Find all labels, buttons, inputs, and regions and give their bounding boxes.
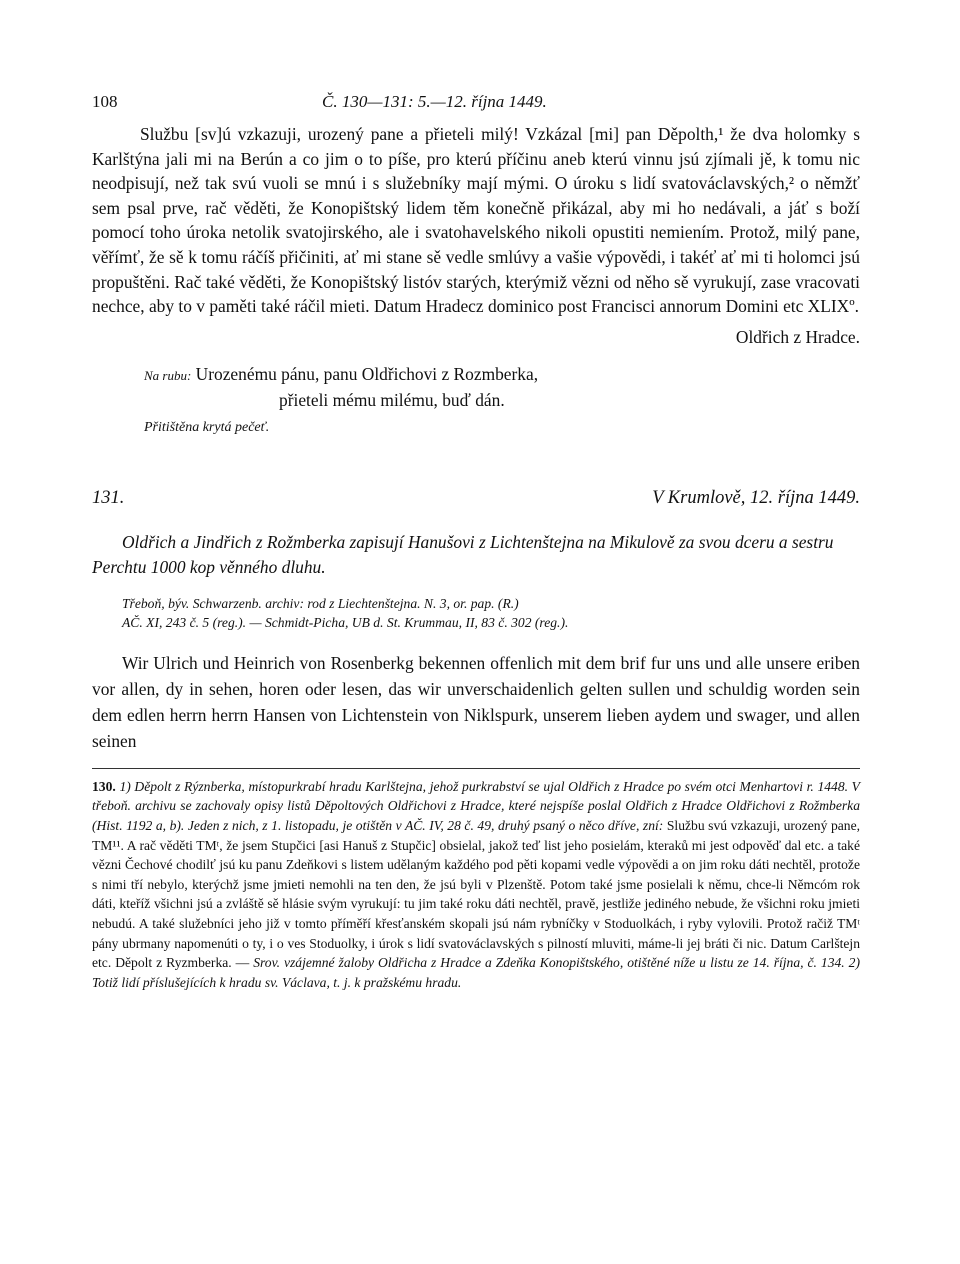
address-block xyxy=(92,362,860,412)
footnote-text-2: Srov. vzájemné žaloby Oldřicha z Hradce a Zdeňka Konopištského, otištěné níže u listu ze 14. října, č. 134. 2) Totiž lidí příslušejících k hradu sv. Václava, t. j. k pražskému hradu. xyxy=(92,955,860,990)
footnote-text-1: 1) Děpolt z Rýznberka, místopurkrabí hradu Karlštejna, jehož purkrabství se ujal Oldřich z Hradce po svém otci Menhartovi r. 1448. V třeboň. archivu se zachovaly opisy listů Děpoltových Oldřichovi z Hradce, které nejspíše poslal Oldřich z Hradce Oldřichovi z Rožmberka (Hist. 1192 a, b). Jeden z nich, z 1. listopadu, je otištěn v AČ. IV, 28 č. 49, druhý psaný o něco dříve, zní: xyxy=(92,778,860,833)
source-line-2: AČ. XI, 243 č. 5 (reg.). — Schmidt-Picha, UB d. St. Krummau, II, 83 č. 302 (reg.). xyxy=(122,614,569,630)
seal-note: Přitištěna krytá pečeť. xyxy=(144,419,270,435)
letter-paragraph: Službu [sv]ú vzkazuji, urozený pane a přieteli milý! Vzkázal [mi] pan Děpolth,¹ že dva holomky s Karlštýna jali mi na Berún a co jim o to píše, pro kterú příčinu aneb kterú vinnu jsú zjímali jě, k tomu nic neodpisují, než tak svú vuoli se mnú i s služebníky mají mými. O úroku s lidí svatováclavských,² o němžť sem psal prve, rač věděti, že Konopištský lidem těm konečně přikázal, aby mi ho nedávali, a jáť s boží pomocí toho úroka netolik svatojirského, ale i svatohavelského nikoli opustiti nemiením. Protož, milý pane, věřímť, že sě k tomu ráčíš přičiniti, ať mi stane sě vedle smlúvy a vašie výpovědi, i takéť ať mi ti holomci jsú propuštěni. Rač také věděti, že Konopištský listóv starých, kterýmiž vězni od něho sě vyrukují, zase vracovati nechce, aby to v paměti také ráčil mieti. Datum Hradecz dominico post Francisci annorum Domini etc XLIXº. xyxy=(92,124,860,317)
page-header xyxy=(92,92,860,122)
entry-regest: Oldřich a Jindřich z Rožmberka zapisují Hanušovi z Lichtenštejna na Mikulově za svou dceru a sestru Perchtu 1000 kop věnného dluhu. xyxy=(92,531,834,577)
entry-place-date: V Krumlově, 12. října 1449. xyxy=(652,487,860,508)
german-text: Wir Ulrich und Heinrich von Rosenberkg bekennen offenlich mit dem brif fur uns und alle unsere eriben vor allen, dy in sehen, horen oder lesen, das wir unverschaidenlich gelten sullen und schuldig worden sein dem edlen herrn herrn Hansen von Lichtenstein von Niklspurk, unserem lieben aydem und swager, und allen seinen xyxy=(92,652,860,751)
entry-131-header xyxy=(92,488,860,518)
signature: Oldřich z Hradce. xyxy=(735,326,860,347)
entry-number: 131. xyxy=(92,487,125,508)
address-line-1: Urozenému pánu, panu Oldřichovi z Rozmberka, xyxy=(195,363,539,384)
address-label: Na rubu: xyxy=(144,367,192,383)
running-title: Č. 130—131: 5.—12. října 1449. xyxy=(322,92,547,111)
footnote-divider xyxy=(92,768,860,769)
page-number: 108 xyxy=(92,92,118,111)
page xyxy=(92,92,860,992)
footnote-number: 130. xyxy=(92,778,116,794)
footnote-quote: Službu svú vzkazuji, urozený pane, TM¹¹. A rač věděti TMᵗ, že jsem Stupčici [asi Hanuš z Stupčic] obsielal, jakož teď list jeho posielám, kteraků mi jest odpověď dal etc. a také vězni Čechové chodilť jsú ku panu Zdeňkovi s listem udělaným každého pod pěti kopami vedle výpovědi a on jim roku dáti nechtěl, protože s nimi tří nebylo, kterýchž jsme jmieti nemohli na ten den, že jsú byli v Plzenště. Potom také jsme posielali k němu, chce-li Němcóm rok dáti, kteříž všichni jsú a zvláště sě hlásie svým vyrukují: tu jim také roku dáti nechtěl, pravě, jestliže jediného nebude, že všichni roku jmieti nebudú. A také služebníci jeho již v tomto příměří křesťanském skopali jsú nám rybníčky v Stoduolkách, i ryby vylovili. Protož račiž TMᵗ pány ubrmany napomenúti o ty, i o ves Stoduolky, i úrok s lidí svatováclavských s pilností mluviti, máme-li jej bráti či nic. Datum Carlštejn etc. Děpolt z Ryzmberka. — xyxy=(92,817,861,971)
address-line-2: přieteli mému milému, buď dán. xyxy=(279,389,505,410)
letter-130 xyxy=(92,122,860,319)
source-block xyxy=(92,594,860,632)
footnotes xyxy=(92,777,860,993)
source-line-1: Třeboň, býv. Schwarzenb. archiv: rod z Liechtenštejna. N. 3, or. pap. (R.) xyxy=(122,595,519,611)
